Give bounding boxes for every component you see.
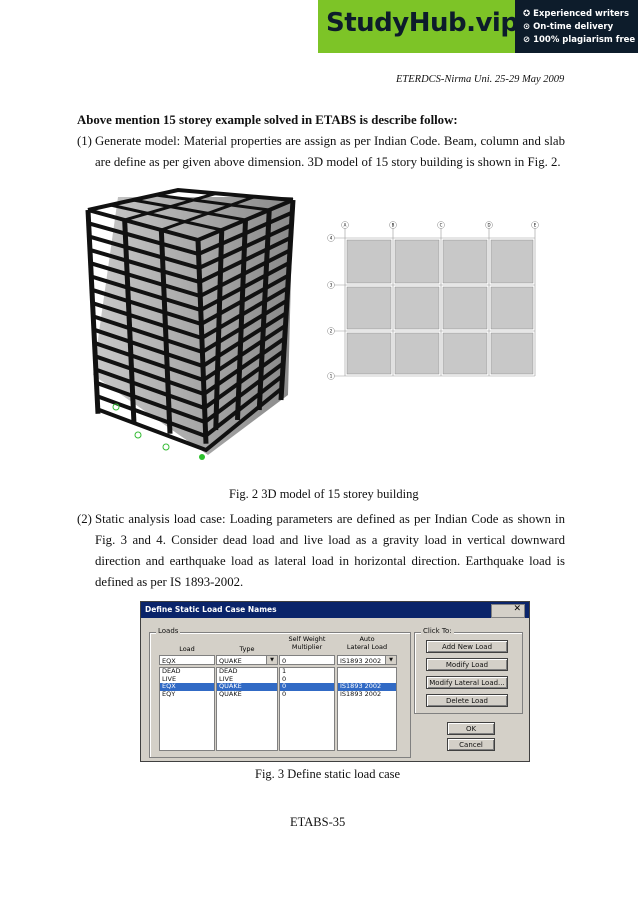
list-item[interactable]: LIVE (162, 674, 177, 683)
slab-panel (347, 333, 391, 374)
col-load-header: Load (179, 645, 195, 653)
slab-panel (491, 287, 533, 329)
grid-label: C (439, 222, 443, 228)
studyhub-logo[interactable]: StudyHub.vip (318, 0, 515, 53)
intro-heading: Above mention 15 storey example solved in ETABS is describe follow: (77, 113, 458, 127)
grid-label: 3 (329, 282, 333, 288)
add-new-load-button[interactable]: Add New Load (426, 640, 508, 653)
step-2-text: Static analysis load case: Loading parameters are defined as per Indian Code as shown in Fig. 3 and 4. Consider dead load and live load as a gravity load in vertical downward direction and earthquake load as lateral load in horizontal direction. Earthquake load is defined as per IS 1893-2002. (95, 512, 565, 589)
fig-2-caption: Fig. 2 3D model of 15 storey building (229, 487, 419, 501)
chevron-down-icon: ▼ (385, 656, 396, 664)
grid-label: E (533, 222, 537, 228)
grid-label: A (343, 222, 347, 228)
modify-load-button[interactable]: Modify Load (426, 658, 508, 671)
auto-lateral-list[interactable] (337, 667, 397, 751)
list-item[interactable]: EQY (162, 689, 176, 698)
building-plan-view (325, 220, 545, 385)
load-type-list[interactable] (216, 667, 278, 751)
define-static-load-case-dialog (140, 601, 530, 762)
loads-group-label: Loads (158, 627, 179, 635)
slab-panel (443, 287, 487, 329)
slab-panel (443, 240, 487, 283)
studyhub-banner[interactable] (318, 0, 638, 53)
delete-load-button[interactable]: Delete Load (426, 694, 508, 707)
ok-button[interactable]: OK (447, 722, 495, 735)
slab-panel (491, 333, 533, 374)
list-item[interactable]: 1 (282, 667, 287, 675)
grid-label: D (487, 222, 491, 228)
page-number: ETABS-35 (290, 815, 346, 829)
step-1-number: (1) (77, 134, 92, 148)
col-self-weight-header: Self Weight Multiplier (288, 635, 326, 651)
list-item[interactable]: 0 (282, 689, 287, 698)
list-item[interactable]: 0 (282, 674, 287, 683)
feature-plagiarism-free: ⊘ 100% plagiarism free (523, 35, 636, 45)
step-1-text: Generate model: Material properties are assign as per Indian Code. Beam, column and slab are define as per given above dimension. 3D model of 15 story building is shown in Fig. 2. (95, 134, 565, 169)
close-button[interactable] (491, 604, 525, 618)
close-icon: ✕ (513, 604, 521, 614)
modify-lateral-load-button[interactable]: Modify Lateral Load... (426, 676, 508, 689)
chevron-down-icon: ▼ (266, 656, 277, 664)
slab-panel (491, 240, 533, 283)
col-type-header: Type (239, 645, 255, 653)
running-header: ETERDCS-Nirma Uni. 25-29 May 2009 (396, 74, 565, 85)
feature-experienced-writers: ✪ Experienced writers (523, 9, 630, 19)
col-auto-lateral-header: Auto Lateral Load (346, 635, 388, 651)
grid-label: 4 (329, 235, 333, 241)
list-item[interactable]: DEAD (219, 667, 238, 675)
list-item[interactable]: EQX (160, 683, 214, 691)
list-item[interactable]: QUAKE (219, 689, 242, 698)
fig-3-caption: Fig. 3 Define static load case (255, 767, 401, 781)
list-item[interactable]: 0 (280, 683, 334, 691)
grid-label: 1 (329, 373, 333, 379)
slab-panel (347, 287, 391, 329)
slab-panel (395, 287, 439, 329)
list-item[interactable]: IS1893 2002 (338, 683, 396, 691)
slab-panel (395, 333, 439, 374)
slab-panel (395, 240, 439, 283)
load-name-input[interactable]: EQX (159, 655, 215, 665)
list-item[interactable]: QUAKE (217, 683, 277, 691)
list-item[interactable]: LIVE (219, 674, 234, 683)
grid-label: 2 (329, 328, 333, 334)
grid-label: B (391, 222, 395, 228)
list-item[interactable]: IS1893 2002 (340, 689, 382, 698)
dialog-title: Define Static Load Case Names (141, 602, 529, 618)
building-3d-model (78, 185, 308, 470)
load-type-select[interactable]: QUAKE ▼ (216, 655, 278, 665)
load-name-list[interactable] (159, 667, 215, 751)
slab-panel (347, 240, 391, 283)
slab-panel (443, 333, 487, 374)
click-to-label: Click To: (423, 627, 452, 635)
auto-lateral-select[interactable]: IS1893 2002 ▼ (337, 655, 397, 665)
list-item[interactable] (338, 668, 396, 676)
self-weight-input[interactable]: 0 (279, 655, 335, 665)
cancel-button[interactable]: Cancel (447, 738, 495, 751)
step-2-number: (2) (77, 512, 92, 526)
self-weight-list[interactable] (279, 667, 335, 751)
feature-on-time-delivery: ⊙ On-time delivery (523, 22, 614, 32)
list-item[interactable]: DEAD (162, 667, 181, 675)
